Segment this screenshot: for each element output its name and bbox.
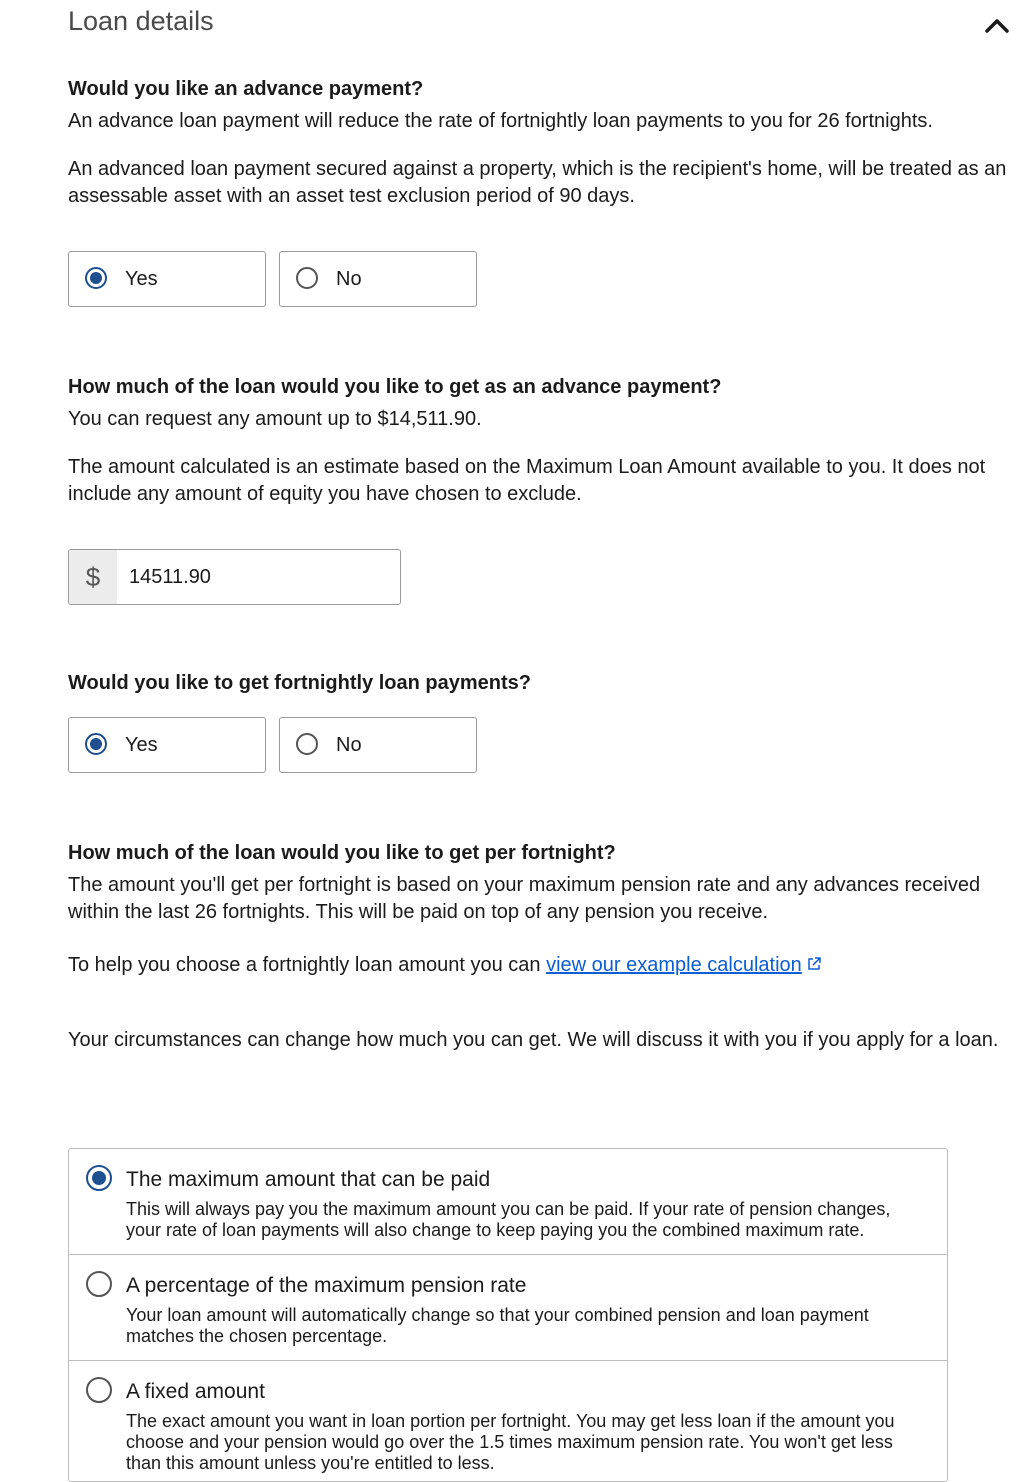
- external-link-icon: [806, 956, 822, 972]
- dollar-icon: $: [69, 550, 118, 604]
- collapse-button[interactable]: [980, 8, 1014, 42]
- help-prefix: To help you choose a fortnightly loan amount you can: [68, 954, 547, 976]
- option-title: The maximum amount that can be paid: [126, 1168, 491, 1191]
- option-description: Your loan amount will automatically change so that your combined pension and loan payment matches the chosen percentage.: [126, 1305, 869, 1346]
- option-label: Yes: [125, 734, 158, 756]
- option-label: No: [336, 734, 362, 756]
- fortnight-amount-options: [68, 1148, 948, 1482]
- option-label: Yes: [125, 268, 158, 290]
- advance-amount-input[interactable]: [117, 550, 400, 604]
- per-fortnight-question: How much of the loan would you like to get per fortnight?: [68, 842, 616, 864]
- radio-selected-icon: [86, 1165, 112, 1191]
- advance-question: Would you like an advance payment?: [68, 78, 424, 100]
- radio-unselected-icon: [86, 1271, 112, 1297]
- advance-amount-info-2: The amount calculated is an estimate based on the Maximum Loan Amount available to you. It does not include any amount of equity you have chosen to exclude.: [68, 456, 986, 505]
- advance-amount-question: How much of the loan would you like to get as an advance payment?: [68, 376, 722, 398]
- option-maximum-amount[interactable]: [69, 1149, 947, 1255]
- link-label: view our example calculation: [546, 954, 802, 976]
- advance-info-2: An advanced loan payment secured against a property, which is the recipient's home, will be treated as an assessable asset with an asset test exclusion period of 90 days.: [68, 158, 1007, 207]
- radio-selected-icon: [85, 267, 107, 289]
- advance-amount-field: [68, 549, 401, 605]
- example-calculation-link[interactable]: [546, 954, 822, 976]
- section-title: Loan details: [68, 6, 214, 36]
- help-text: [68, 952, 1013, 979]
- radio-unselected-icon: [296, 733, 318, 755]
- advance-no-option[interactable]: [279, 251, 477, 307]
- option-label: No: [336, 268, 362, 290]
- advance-info-1: An advance loan payment will reduce the rate of fortnightly loan payments to you for 26 fortnights.: [68, 110, 933, 132]
- fortnightly-yes-option[interactable]: [68, 717, 266, 773]
- advance-yes-option[interactable]: [68, 251, 266, 307]
- option-title: A fixed amount: [126, 1380, 265, 1403]
- option-title: A percentage of the maximum pension rate: [126, 1274, 527, 1297]
- advance-amount-info-1: You can request any amount up to $14,511.90.: [68, 408, 482, 430]
- option-fixed-amount[interactable]: [69, 1361, 947, 1481]
- option-description: This will always pay you the maximum amount you can be paid. If your rate of pension changes, your rate of loan payments will also change to keep paying you the combined maximum rate.: [126, 1199, 891, 1240]
- fortnightly-question: Would you like to get fortnightly loan payments?: [68, 672, 531, 694]
- option-description: The exact amount you want in loan portion per fortnight. You may get less loan if the amount you choose and your pension would go over the 1.5 times maximum pension rate. You won't get less than this amount unless you're entitled to less.: [126, 1411, 895, 1473]
- option-percentage[interactable]: [69, 1255, 947, 1361]
- radio-unselected-icon: [296, 267, 318, 289]
- radio-selected-icon: [85, 733, 107, 755]
- chevron-up-icon: [980, 8, 1014, 42]
- radio-unselected-icon: [86, 1377, 112, 1403]
- per-fortnight-info: The amount you'll get per fortnight is based on your maximum pension rate and any advances received within the last 26 fortnights. This will be paid on top of any pension you receive.: [68, 874, 981, 923]
- circumstances-note: Your circumstances can change how much you can get. We will discuss it with you if you apply for a loan.: [68, 1029, 999, 1051]
- fortnightly-no-option[interactable]: [279, 717, 477, 773]
